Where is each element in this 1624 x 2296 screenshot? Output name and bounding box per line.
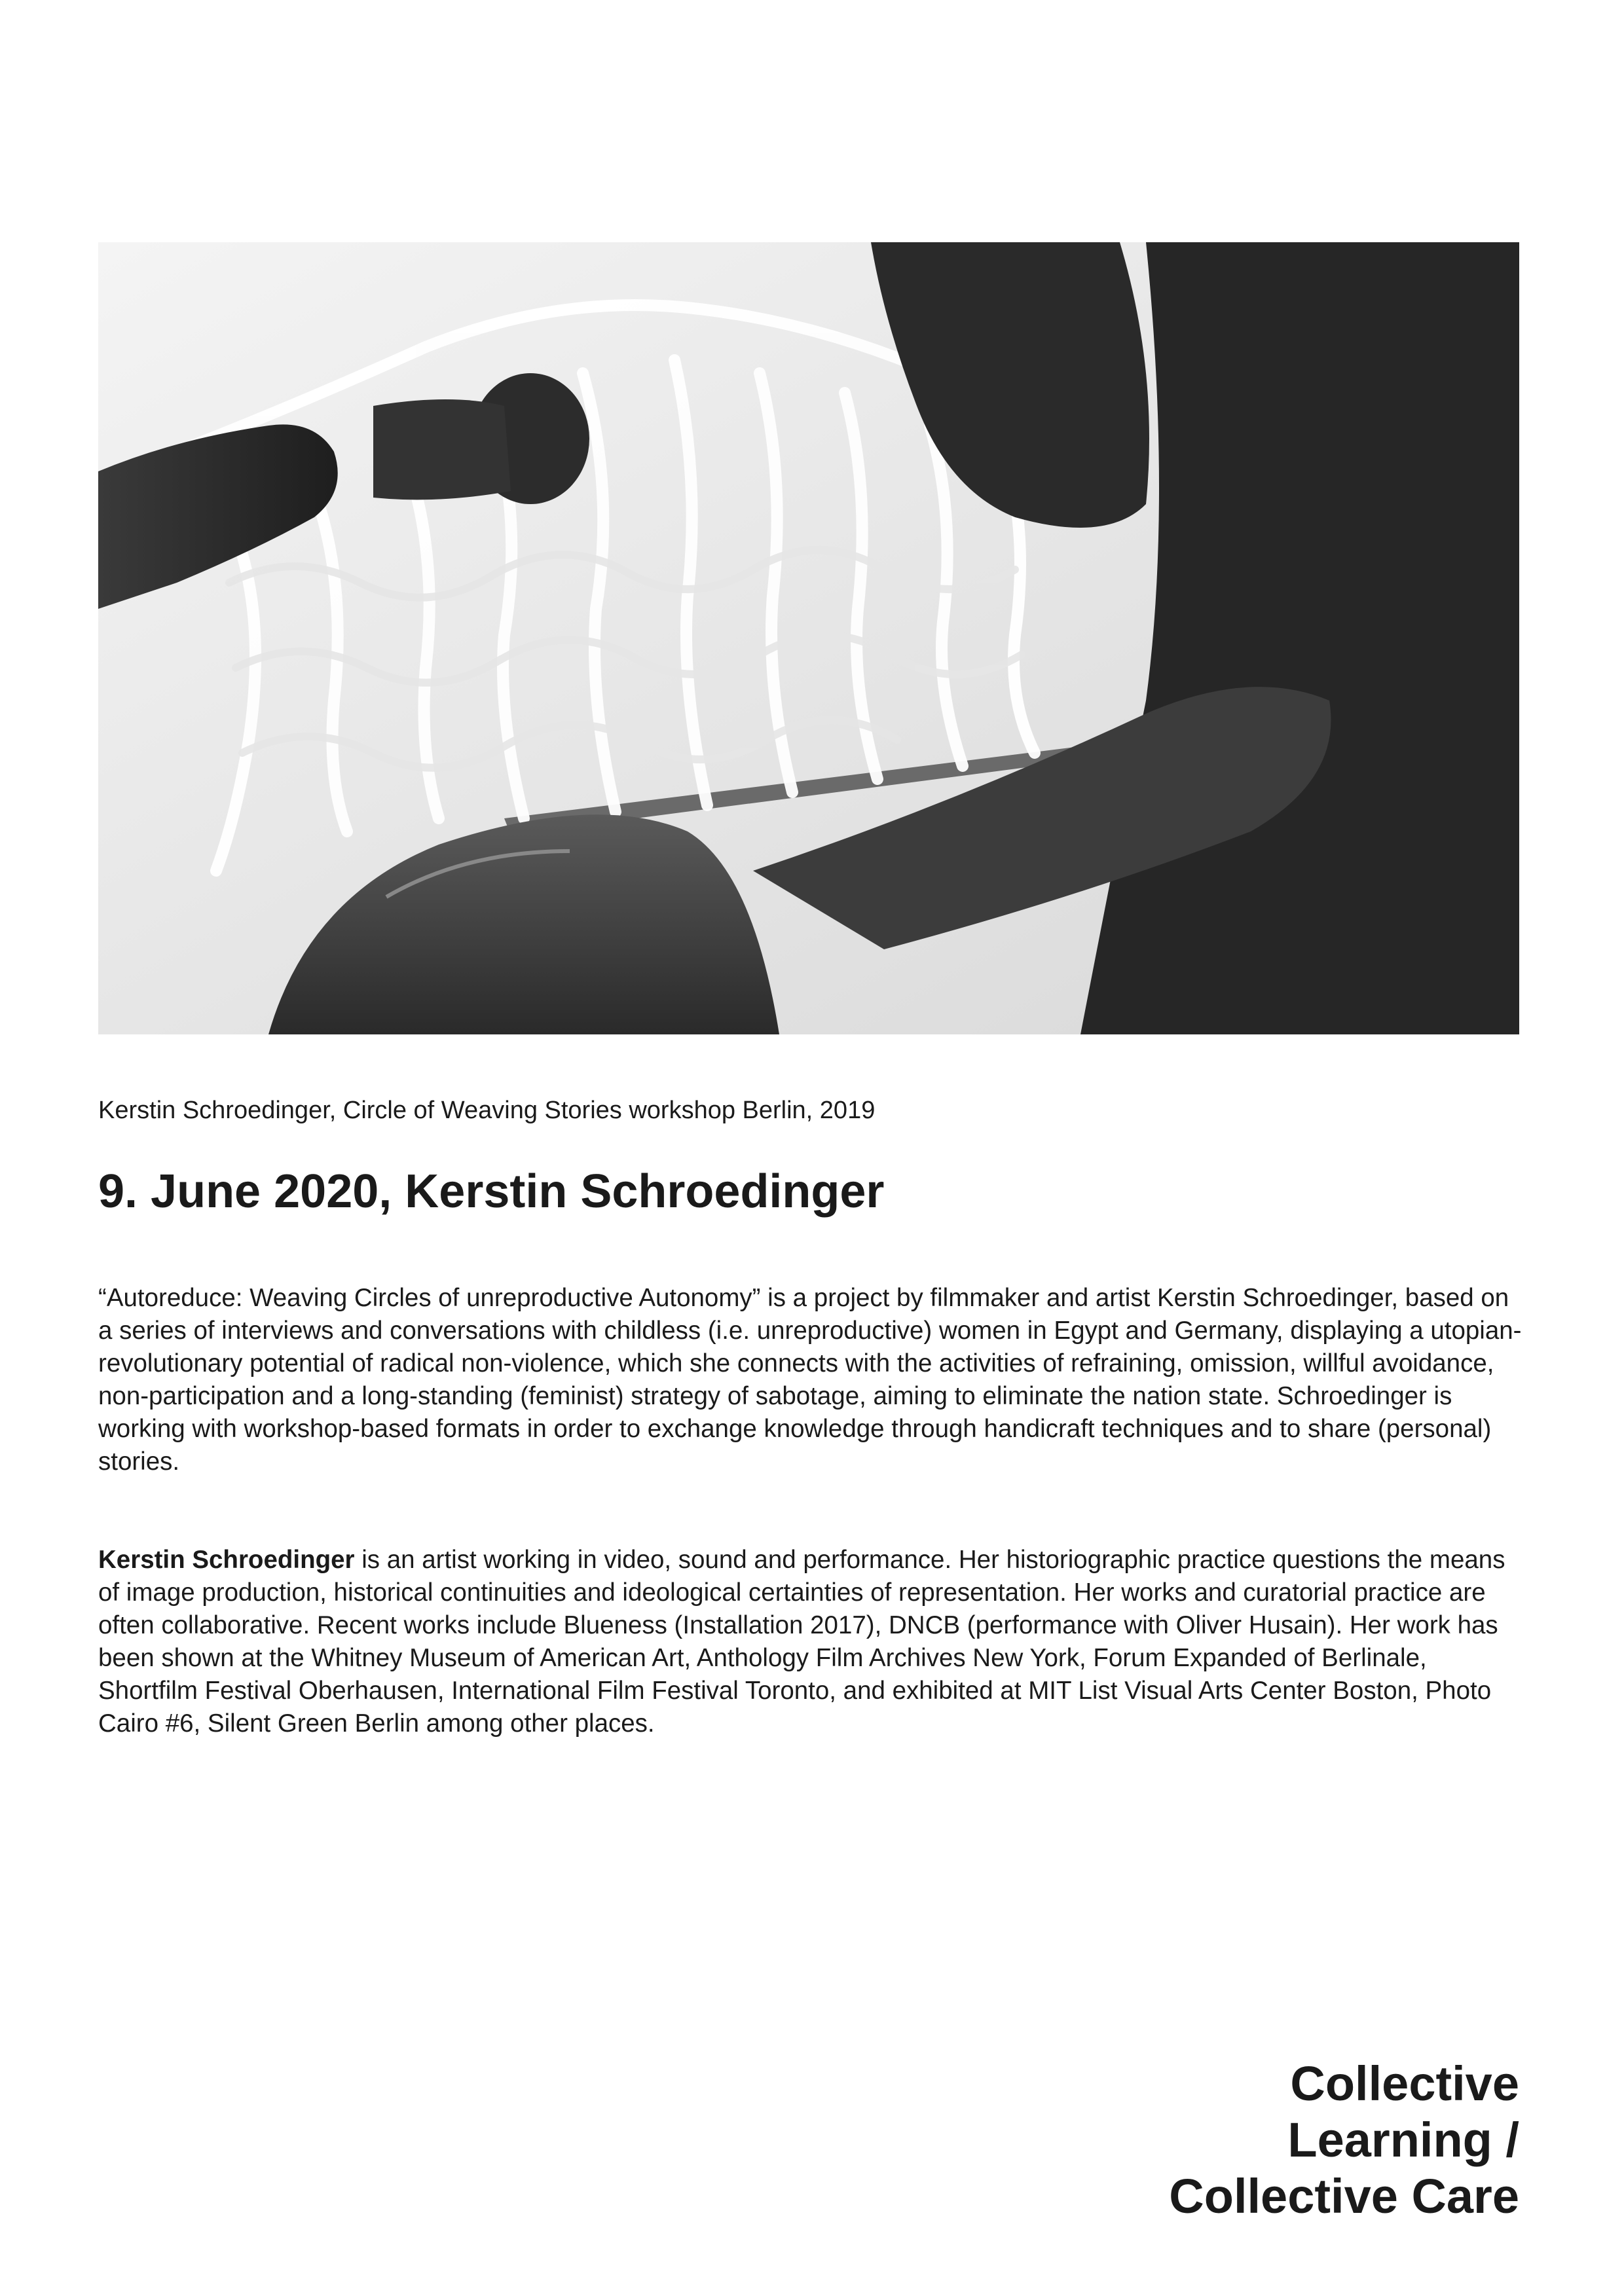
page-title: 9. June 2020, Kerstin Schroedinger: [98, 1165, 885, 1218]
logo-line-3: Collective Care: [1169, 2169, 1519, 2223]
artist-bio-text: is an artist working in video, sound and performance. Her historiographic practice questions the means of image production, historical continuities and ideological certainties of representation. Her works and curatorial practice are often collaborative. Recent works include Blueness (Installation 2017), DNCB (performance with Oliver Husain). Her work has been shown at the Whitney Museum of American Art, Anthology Film Archives New York, Forum Expanded of Berlinale, Shortfilm Festival Oberhausen, International Film Festival Toronto, and exhibited at MIT List Visual Arts Center Boston, Photo Cairo #6, Silent Green Berlin among other places.: [98, 1546, 1505, 1738]
artist-bio: [98, 1544, 1526, 1740]
workshop-photo: [98, 242, 1519, 1034]
weaving-photo-illustration: [98, 242, 1519, 1034]
photo-caption: Kerstin Schroedinger, Circle of Weaving Stories workshop Berlin, 2019: [98, 1097, 876, 1124]
logo-line-1: Collective: [1290, 2056, 1519, 2111]
artist-name: Kerstin Schroedinger: [98, 1546, 355, 1574]
project-description: “Autoreduce: Weaving Circles of unreproductive Autonomy” is a project by filmmaker and artist Kerstin Schroedinger, based on a series of interviews and conversations with childless (i.e. unreproductive) women in Egypt and Germany, displaying a utopian-revolutionary potential of radical non-violence, which she connects with the activities of refraining, omission, willful avoidance, non-participation and a long-standing (feminist) strategy of sabotage, aiming to eliminate the nation state. Schroedinger is working with workshop-based formats in order to exchange knowledge through handicraft techniques and to share (personal) stories.: [98, 1284, 1522, 1476]
logo-line-2: Learning /: [1287, 2113, 1519, 2167]
series-logo: [1169, 2056, 1519, 2225]
